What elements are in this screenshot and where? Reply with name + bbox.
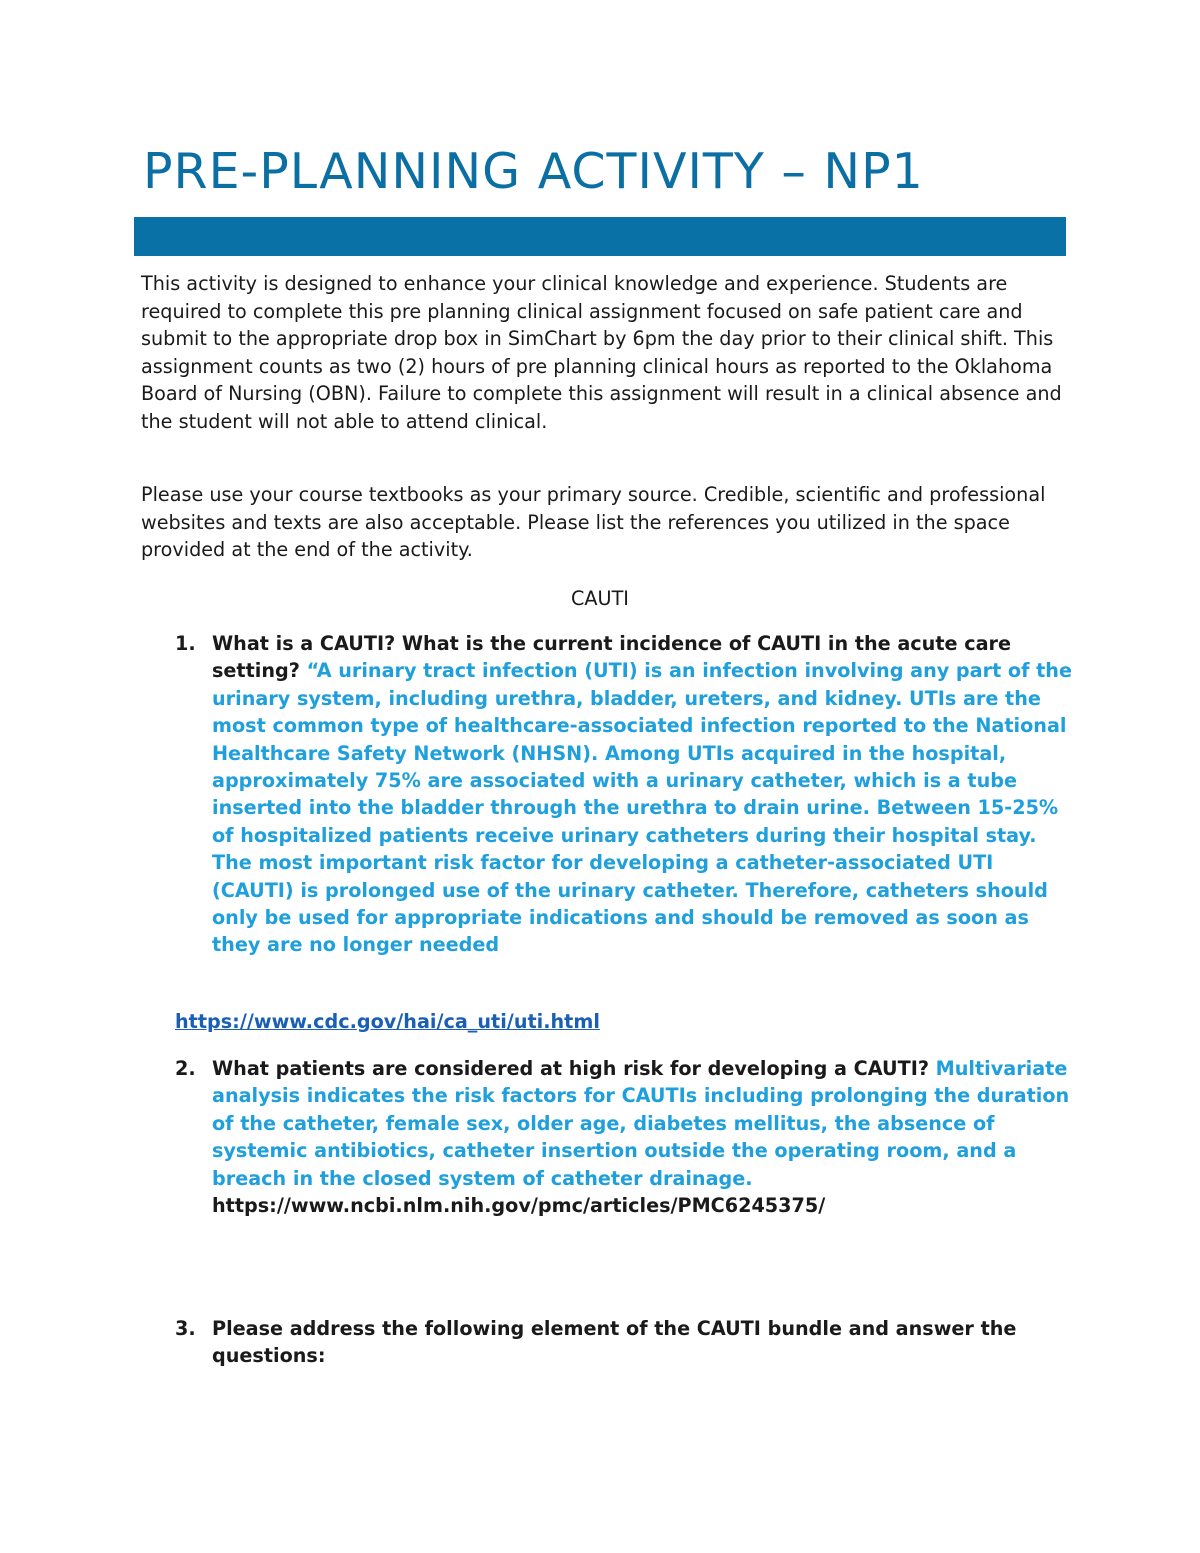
question-text: Please address the following element of the CAUTI bundle and answer the questions:	[212, 1317, 1017, 1368]
intro-paragraph-1: This activity is designed to enhance your clinical knowledge and experience. Students are required to complete this pre planning clinical assignment focused on safe patient care and submit to the appropriate drop box in SimChart by 6pm the day prior to their clinical shift. This assignment counts as two (2) hours of pre planning clinical hours as reported to the Oklahoma Board of Nursing (OBN). Failure to complete this assignment will result in a clinical absence and the student will not able to attend clinical.	[141, 272, 1062, 433]
section-heading: CAUTI	[571, 587, 629, 610]
question-text: What is a CAUTI? What is the current incidence of CAUTI in the acute care setting?	[212, 632, 1011, 683]
intro-paragraph-2: Please use your course textbooks as your primary source. Credible, scientific and professional websites and texts are also acceptable. Please list the references you utilized in the space provided at the end of the activity.	[141, 483, 1046, 562]
title-accent-bar	[134, 217, 1066, 256]
question-number: 3.	[175, 1317, 196, 1340]
question-body	[212, 1315, 1072, 1370]
reference-url: https://www.ncbi.nlm.nih.gov/pmc/articles/PMC6245375/	[212, 1194, 826, 1218]
question-number: 1.	[175, 632, 196, 655]
question-text: What patients are considered at high risk for developing a CAUTI?	[212, 1057, 936, 1080]
answer-text: Multivariate analysis indicates the risk factors for CAUTIs including prolonging the duration of the catheter, female sex, older age, diabetes mellitus, the absence of systemic antibiotics, catheter insertion outside the operating room, and a breach in the closed system of catheter drainage.	[212, 1057, 1070, 1190]
reference-link[interactable]: https://www.cdc.gov/hai/ca_uti/uti.html	[175, 1010, 600, 1033]
question-body	[212, 1055, 1072, 1219]
question-body	[212, 630, 1072, 959]
document-title: PRE-PLANNING ACTIVITY – NP1	[143, 143, 924, 200]
answer-text: “A urinary tract infection (UTI) is an infection involving any part of the urinary system, including urethra, bladder, ureters, and kidney. UTIs are the most common type of healthcare-associated infection reported to the National Healthcare Safety Network (NHSN). Among UTIs acquired in the hospital, approximately 75% are associated with a urinary catheter, which is a tube inserted into the bladder through the urethra to drain urine. Between 15-25% of hospitalized patients receive urinary catheters during their hospital stay. The most important risk factor for developing a catheter-associated UTI (CAUTI) is prolonged use of the urinary catheter. Therefore, catheters should only be used for appropriate indications and should be removed as soon as they are no longer needed	[212, 659, 1072, 957]
question-number: 2.	[175, 1057, 196, 1080]
